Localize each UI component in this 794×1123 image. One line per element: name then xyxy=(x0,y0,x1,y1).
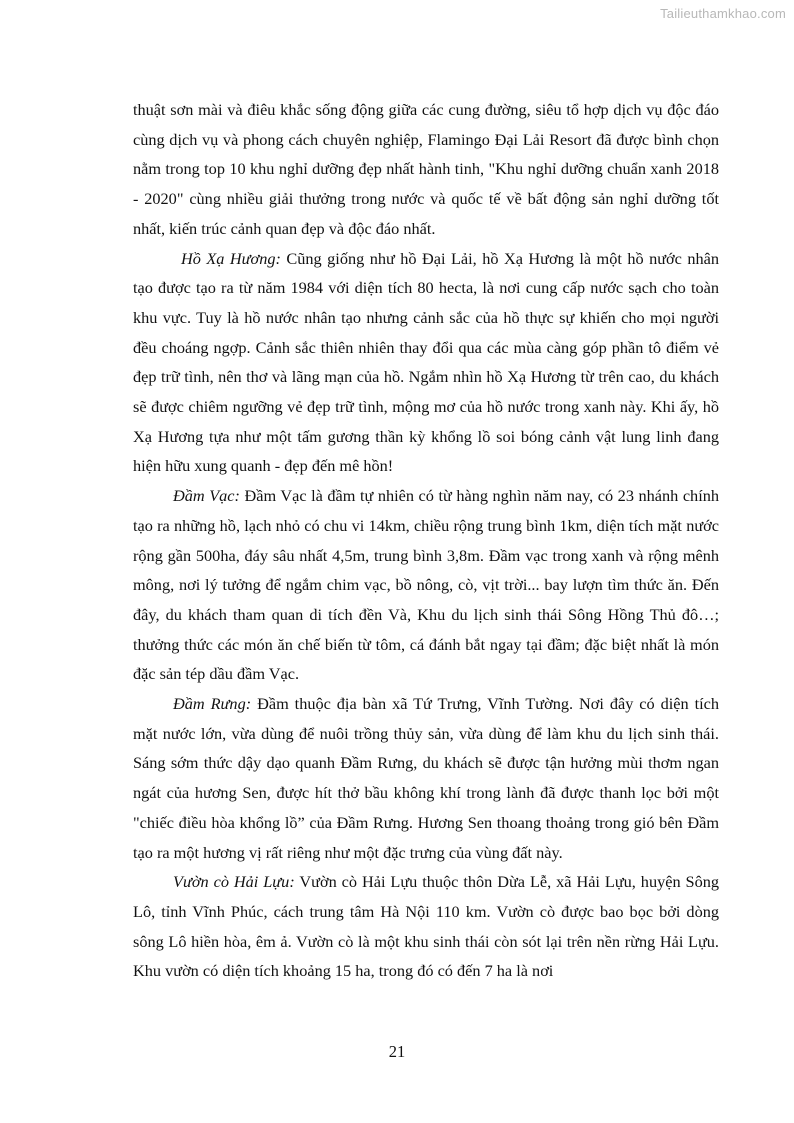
paragraph-dam-vac xyxy=(133,481,719,689)
paragraph-ho-xa-huong xyxy=(133,244,719,482)
paragraph-vuon-co-hai-luu xyxy=(133,867,719,986)
paragraph-term: Đầm Vạc: xyxy=(173,486,240,506)
paragraph-text: thuật sơn mài và điêu khắc sống động giữa các cung đường, siêu tổ hợp dịch vụ độc đáo cùng dịch vụ và phong cách chuyên nghiệp, Flamingo Đại Lải Resort đã được bình chọn nằm trong top 10 khu nghỉ dưỡng đẹp nhất hành tinh, "Khu nghỉ dưỡng chuẩn xanh 2018 - 2020" cùng nhiều giải thưởng trong nước và quốc tế về bất động sản nghỉ dưỡng tốt nhất, kiến trúc cảnh quan đẹp và độc đáo nhất. xyxy=(133,100,719,238)
paragraph-text: Đầm thuộc địa bàn xã Tứ Trưng, Vĩnh Tường. Nơi đây có diện tích mặt nước lớn, vừa dùng để nuôi trồng thủy sản, vừa dùng để làm khu du lịch sinh thái. Sáng sớm thức dậy dạo quanh Đầm Rưng, du khách sẽ được tận hưởng mùi thơm ngan ngát của hương Sen, được hít thở bầu không khí trong lành đã được thanh lọc bởi một "chiếc điều hòa khổng lồ” của Đầm Rưng. Hương Sen thoang thoảng trong gió bên Đầm tạo ra một hương vị rất riêng như một đặc trưng của vùng đất này. xyxy=(133,694,719,862)
page-number: 21 xyxy=(388,1042,406,1061)
paragraph-term: Đầm Rưng: xyxy=(173,694,252,714)
paragraph-term: Hồ Xạ Hương: xyxy=(181,248,281,268)
paragraph-flamingo-continuation xyxy=(133,95,719,244)
paragraph-dam-rung xyxy=(133,689,719,867)
paragraph-text: Cũng giống như hồ Đại Lải, hồ Xạ Hương là một hồ nước nhân tạo được tạo ra từ năm 1984 với diện tích 80 hecta, là nơi cung cấp nước sạch cho toàn khu vực. Tuy là hồ nước nhân tạo nhưng cảnh sắc của hồ thực sự khiến cho mọi người đều choáng ngợp. Cảnh sắc thiên nhiên thay đổi qua các mùa càng góp phần tô điểm vẻ đẹp trữ tình, nên thơ và lãng mạn của hồ. Ngắm nhìn hồ Xạ Hương từ trên cao, du khách sẽ được chiêm ngưỡng vẻ đẹp trữ tình, mộng mơ của hồ nước trong xanh này. Khi ấy, hồ Xạ Hương tựa như một tấm gương thần kỳ khổng lồ soi bóng cảnh vật lung linh đang hiện hữu xung quanh - đẹp đến mê hồn! xyxy=(133,248,720,476)
paragraph-text: Vườn cò Hải Lựu thuộc thôn Dừa Lễ, xã Hải Lựu, huyện Sông Lô, tỉnh Vĩnh Phúc, cách trung tâm Hà Nội 110 km. Vườn cò được bao bọc bởi dòng sông Lô hiền hòa, êm ả. Vườn cò là một khu sinh thái còn sót lại trên nền rừng Hải Lựu. Khu vườn có diện tích khoảng 15 ha, trong đó có đến 7 ha là nơi xyxy=(133,872,719,981)
document-body xyxy=(133,95,719,986)
watermark: Tailieuthamkhao.com xyxy=(660,6,786,21)
paragraph-text: Đầm Vạc là đầm tự nhiên có từ hàng nghìn năm nay, có 23 nhánh chính tạo ra những hồ, lạch nhỏ có chu vi 14km, chiều rộng trung bình 1km, diện tích mặt nước rộng gần 500ha, đáy sâu nhất 4,5m, trung bình 3,8m. Đầm vạc trong xanh và rộng mênh mông, nơi lý tưởng để ngắm chim vạc, bồ nông, cò, vịt trời... bay lượn tìm thức ăn. Đến đây, du khách tham quan di tích đền Và, Khu du lịch sinh thái Sông Hồng Thủ đô…; thưởng thức các món ăn chế biến từ tôm, cá đánh bắt ngay tại đầm; đặc biệt nhất là món đặc sản tép dầu đầm Vạc. xyxy=(133,486,719,684)
paragraph-term: Vườn cò Hải Lựu: xyxy=(173,872,295,892)
